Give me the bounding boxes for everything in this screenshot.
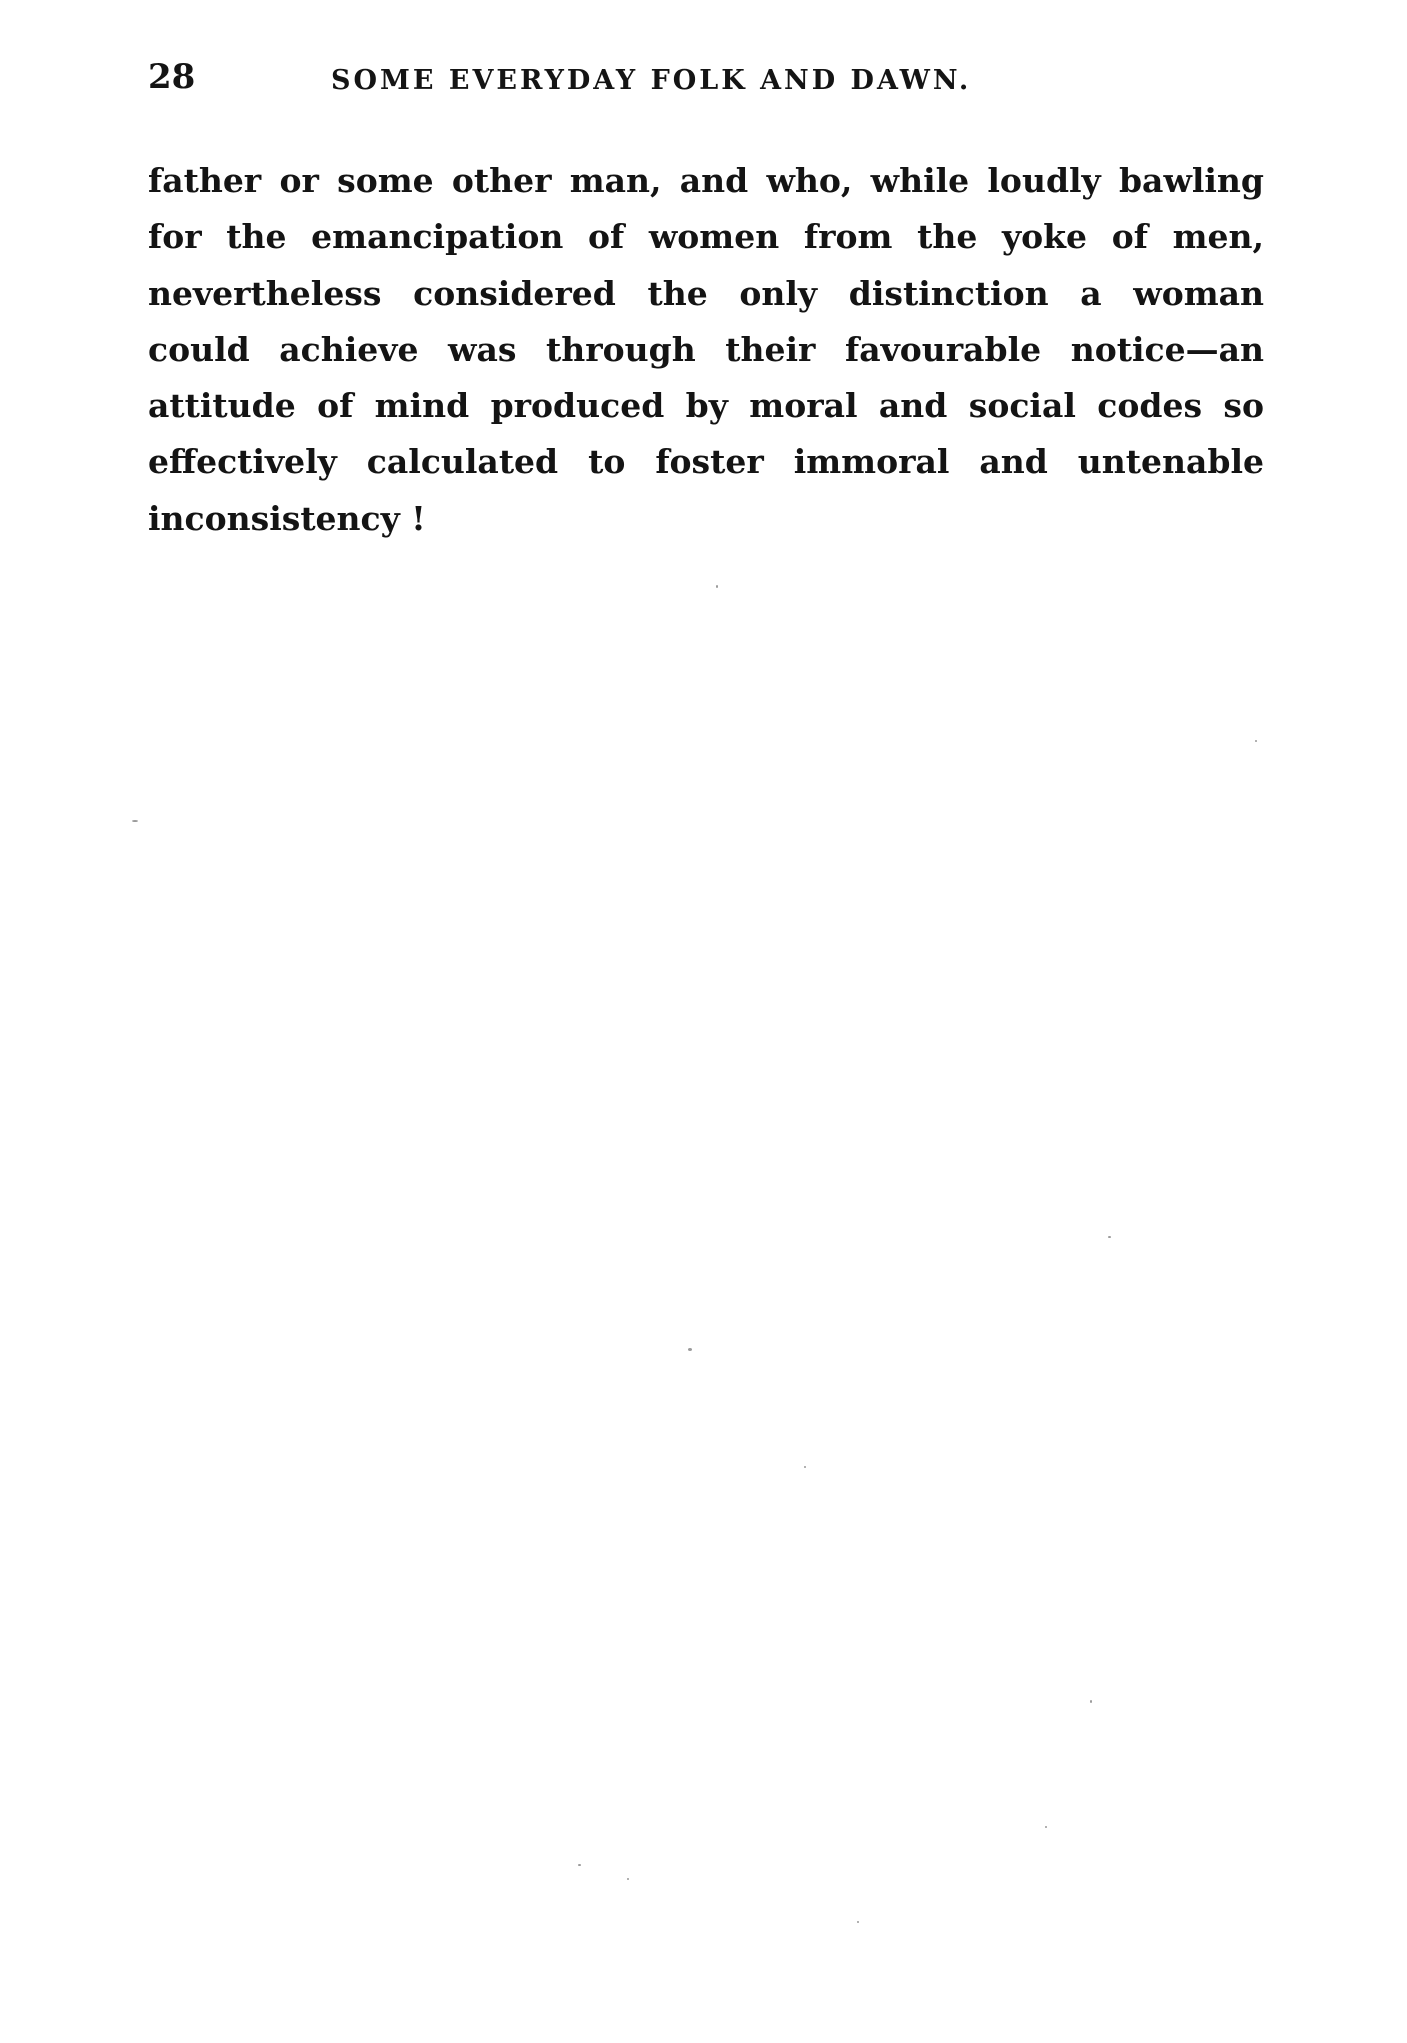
text-line: father or some other man, and who, while loudly bawling	[148, 161, 1264, 200]
scan-speck	[627, 1878, 629, 1880]
text-line: effectively calculated to foster immoral and untenable	[148, 442, 1264, 482]
running-head	[148, 52, 1268, 102]
scan-speck	[1090, 1700, 1092, 1703]
scan-speck	[804, 1466, 806, 1468]
text-line: nevertheless considered the only distinction a woman	[148, 273, 1264, 313]
text-line: inconsistency !	[148, 498, 426, 538]
text-line: could achieve was through their favourable notice—an	[148, 329, 1264, 369]
scan-speck	[688, 1348, 692, 1351]
scan-speck	[716, 585, 718, 588]
scan-speck	[1108, 1236, 1111, 1238]
scan-speck	[132, 820, 138, 822]
scan-speck	[1255, 740, 1257, 742]
running-title: SOME EVERYDAY FOLK AND DAWN.	[331, 65, 972, 96]
scan-speck	[578, 1864, 581, 1866]
scan-speck	[857, 1921, 859, 1923]
scan-speck	[1045, 1826, 1047, 1828]
body-paragraph	[148, 153, 1264, 547]
text-line: attitude of mind produced by moral and social codes so	[148, 386, 1264, 426]
page-number: 28	[148, 57, 196, 97]
text-line: for the emancipation of women from the yoke of men,	[148, 217, 1264, 257]
